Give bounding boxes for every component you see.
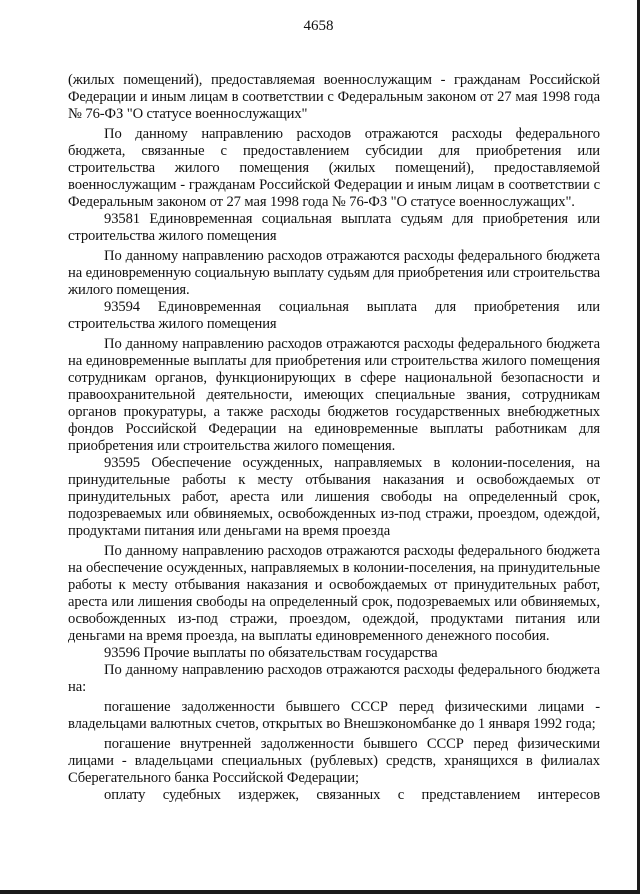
paragraph-13: оплату судебных издержек, связанных с представлением интересов [104, 787, 600, 803]
paragraph-5-heading: 93594 Единовременная социальная выплата для приобретения или строительства жилого помещения [68, 299, 600, 332]
paragraph-3-heading: 93581 Единовременная социальная выплата судьям для приобретения или строительства жилого помещения [68, 211, 600, 244]
paragraph-6: По данному направлению расходов отражаются расходы федерального бюджета на единовременные выплаты для приобретения или строительства жилого помещения сотрудникам органов, функционирующих в сфере национальной безопасности и правоохранительной деятельности, имеющих специальные звания, сотрудникам органов прокуратуры, а также расходы бюджетов государственных внебюджетных фондов Российской Федерации на единовременные выплаты работникам для приобретения или строительства жилого помещения. [68, 336, 600, 454]
paragraph-2: По данному направлению расходов отражаются расходы федерального бюджета, связанные с предоставлением субсидии для приобретения или строительства жилого помещения (жилых помещений), предоставляемой военнослужащим - гражданам Российской Федерации и иным лицам в соответствии с Федеральным законом от 27 мая 1998 года № 76-ФЗ "О статусе военнослужащих". [68, 126, 600, 210]
document-body [68, 72, 600, 804]
paragraph-1: (жилых помещений), предоставляемая военнослужащим - гражданам Российской Федерации и иным лицам в соответствии с Федеральным законом от 27 мая 1998 года № 76-ФЗ "О статусе военнослужащих" [68, 72, 600, 122]
page-number: 4658 [303, 18, 334, 34]
paragraph-9-heading: 93596 Прочие выплаты по обязательствам государства [104, 645, 438, 661]
paragraph-11: погашение задолженности бывшего СССР перед физическими лицами - владельцами валютных счетов, открытых во Внешэкономбанке до 1 января 1992 года; [68, 699, 600, 732]
paragraph-4: По данному направлению расходов отражаются расходы федерального бюджета на единовременную социальную выплату судьям для приобретения или строительства жилого помещения. [68, 248, 600, 298]
paragraph-8: По данному направлению расходов отражаются расходы федерального бюджета на обеспечение осужденных, направляемых в колонии-поселения, на принудительные работы к месту отбывания наказания и освобождаемых от принудительных работ, ареста или лишения свободы на определенный срок, подозреваемых или обвиняемых, освобожденных из-под стражи, проездом, одеждой, продуктами питания или деньгами на время проезда, на выплаты единовременного денежного пособия. [68, 543, 600, 644]
paragraph-12: погашение внутренней задолженности бывшего СССР перед физическими лицами - владельцами специальных (рублевых) средств, хранящихся в филиалах Сберегательного банка Российской Федерации; [68, 736, 600, 786]
paragraph-7-heading: 93595 Обеспечение осужденных, направляемых в колонии-поселения, на принудительные работы к месту отбывания наказания и освобождаемых от принудительных работ, ареста или лишения свободы на определенный срок, подозреваемых или обвиняемых, освобожденных из-под стражи, проездом, одеждой, продуктами питания или деньгами на время проезда [68, 455, 600, 539]
paragraph-10: По данному направлению расходов отражаются расходы федерального бюджета на: [68, 662, 600, 695]
